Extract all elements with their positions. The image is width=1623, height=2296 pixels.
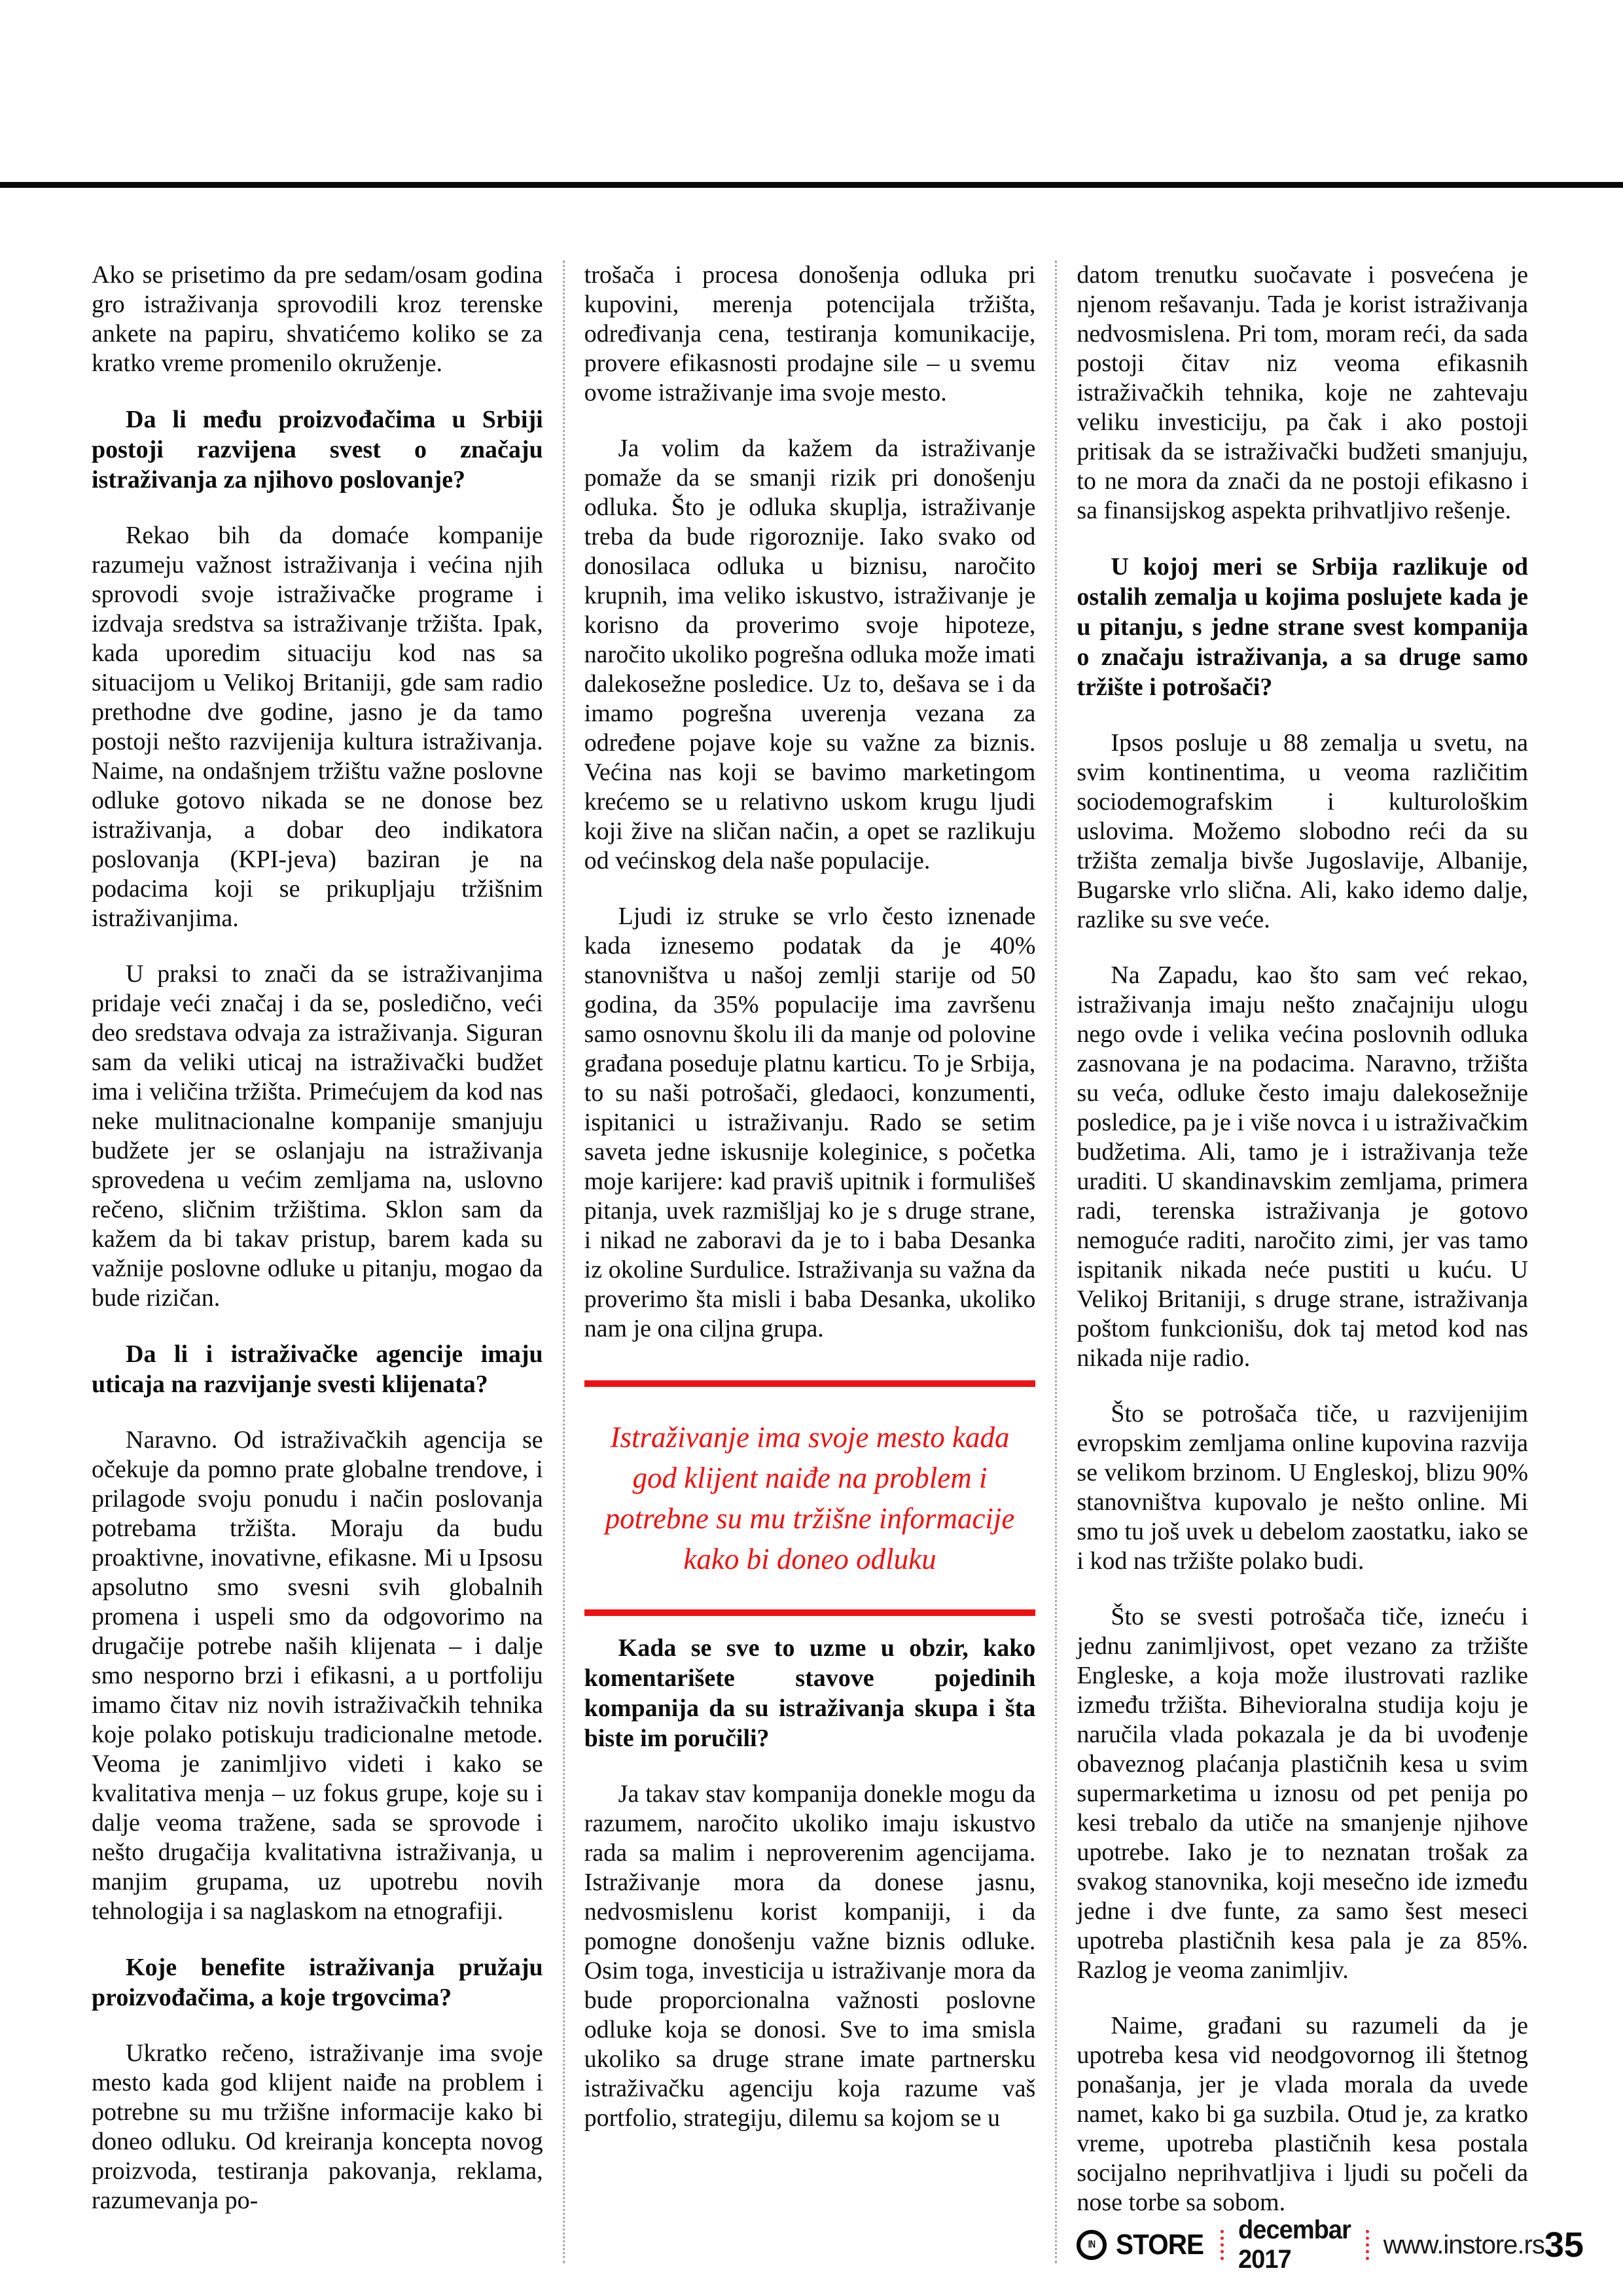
interview-question: U kojoj meri se Srbija razlikuje od ostalih zemalja u kojima poslujete kada je u pitanju, s jedne strane svest kompanija o značaju istraživanja, a sa druge samo tržište i potrošači? [1077,553,1529,701]
paragraph: Što se svesti potrošača tiče, izneću i jednu zanimljivost, opet vezano za tržište Engleske, a koja može ilustrovati razlike između tržišta. Bihevioralna studija koju je naručila vlada pokazala je da bi uvođenje obaveznog plaćanja plastičnih kesa u svim supermarketima u iznosu od pet penija po kesi trebalo da utiče na smanjenje njihove upotrebe. Iako je to neznatan trošak za svakog stanovnika, koji mesečno ide između jedne i dve funte, za samo šest meseci upotreba plastičnih kesa pala je za 85%. Razlog je veoma zanimljiv. [1077,1603,1529,1984]
paragraph: Ako se prisetimo da pre sedam/osam godina gro istraživanja sprovodili kroz terenske ankete na papiru, shvatićemo koliko se za kratko vreme promenilo okruženje. [92,261,543,377]
top-rule [0,182,1623,188]
footer-separator-icon [1221,2230,1224,2260]
pull-quote-rule-top [584,1380,1036,1387]
paragraph: Ipsos posluje u 88 zemalja u svetu, na svim kontinentima, u veoma različitim sociodemografskim i kulturološkim uslovima. Možemo slobodno reći da su tržišta zemalja bivše Jugoslavije, Albanije, Bugarske vrlo slična. Ali, kako idemo dalje, razlike su sve veće. [1077,729,1529,933]
interview-question: Da li i istraživačke agencije imaju uticaja na razvijanje svesti klijenata? [92,1340,543,1398]
column-2 [563,260,1036,2263]
paragraph: U praksi to znači da se istraživanjima pridaje veći značaj i da se, posledično, veći deo sredstava odvaja za istraživanja. Siguran sam da veliki uticaj na istraživački budžet ima i veličina tržišta. Primećujem da kod nas neke mulitnacionalne kompanije smanjuju budžete jer se oslanjaju na istraživanja sprovedena u većim zemljama na, uslovno rečeno, sličnim tržištima. Sklon sam da kažem da bi takav pristup, barem kada su važnije poslovne odluke u pitanju, mogao da bude rizičan. [92,960,543,1312]
paragraph: Rekao bih da domaće kompanije razumeju važnost istraživanja i većina njih sprovodi svoje istraživačke programe i izdvaja sredstva sa istraživanje tržišta. Ipak, kada uporedim situaciju kod nas sa situacijom u Velikoj Britaniji, gde sam radio prethodne dve godine, jasno je da tamo postoji nešto razvijenija kultura istraživanja. Naime, na ondašnjem tržištu važne poslovne odluke gotovo nikada se ne donose bez istraživanja, a dobar deo indikatora poslovanja (KPI-jeva) baziran je na podacima koji se prikupljaju tržišnim istraživanjima. [92,522,543,932]
issue-date: decembar 2017 [1238,2215,1351,2274]
paragraph: Naravno. Od istraživačkih agencija se očekuje da pomno prate globalne trendove, i prilagode svoju ponudu i način poslovanja potrebama tržišta. Moraju da budu proaktivne, inovativne, efikasne. Mi u Ipsosu apsolutno smo svesni svih globalnih promena i uspeli smo da odgovorimo na drugačije potrebe naših klijenata – i dalje smo nesporno brzi i efikasni, a u portfoliju imamo čitav niz novih istraživačkih tehnika koje polako potiskuju tradicionalne metode. Veoma je zanimljivo videti i kako se kvalitativa menja – uz fokus grupe, koje su i dalje veoma tražene, sada se sprovode i nešto drugačija kvalitativna istraživanja, u manjim grupama, uz upotrebu novih tehnologija i sa naglaskom na etnografiji. [92,1426,543,1925]
paragraph: Ja volim da kažem da istraživanje pomaže da se smanji rizik pri donošenju odluka. Što je odluka skuplja, istraživanje treba da bude rigoroznije. Iako svako od donosilaca odluka u biznisu, naročito krupnih, ima veliko iskustvo, istraživanje je korisno da proverimo svoje hipoteze, naročito ukoliko pogrešna odluka može imati dalekosežne posledice. Uz to, dešava se i da imamo pogrešna uverenja vezana za određene pojave koje su važne za biznis. Većina nas koji se bavimo marketingom krećemo se u relativno uskom krugu ljudi koji žive na sličan način, a opet se razlikuju od većinskog dela naše populacije. [584,435,1036,874]
magazine-name: STORE [1116,2229,1204,2261]
footer-separator-icon [1366,2230,1369,2260]
interview-question: Da li među proizvođačima u Srbiji postoji razvijena svest o značaju istraživanja za njihovo poslovanje? [92,406,543,493]
paragraph: datom trenutku suočavate i posvećena je njenom rešavanju. Tada je korist istraživanja nedvosmislena. Pri tom, moram reći, da sada postoji čitav niz veoma efikasnih istraživačkih tehnika, koje ne zahtevaju veliku investiciju, pa čak i ako postoji pritisak da se istraživački budžeti smanjuju, to ne mora da znači da ne postoji efikasno i sa finansijskog aspekta prihvatljivo rešenje. [1077,261,1529,524]
website-url: www.instore.rs [1383,2230,1544,2259]
interview-question: Kada se sve to uzme u obzir, kako komentarišete stavove pojedinih kompanija da su istraživanja skupa i šta biste im poručili? [584,1634,1036,1752]
paragraph: Ukratko rečeno, istraživanje ima svoje mesto kada god klijent naiđe na problem i potrebne su mu tržišne informacije kako bi doneo odluku. Od kreiranja koncepta novog proizvoda, testiranja pakovanja, reklama, razumevanja po- [92,2039,543,2214]
paragraph: trošača i procesa donošenja odluka pri kupovini, merenja potencijala tržišta, određivanja cena, testiranja komunikacije, provere efikasnosti prodajne sile – u svemu ovome istraživanje ima svoje mesto. [584,261,1036,406]
paragraph: Naime, građani su razumeli da je upotreba kesa vid neodgovornog ili štetnog ponašanja, jer je vlada morala da uvede namet, kako bi ga suzbila. Otud je, za kratko vreme, upotreba plastičnih kesa postala socijalno neprihvatljiva i ljudi su počeli da nose torbe sa sobom. [1077,2012,1529,2216]
pull-quote-text: Istraživanje ima svoje mesto kada god klijent naiđe na problem i potrebne su mu tržišne informacije kako bi doneo odluku [605,1421,1015,1575]
column-3 [1055,260,1528,2263]
paragraph: Na Zapadu, kao što sam već rekao, istraživanja imaju nešto značajniju ulogu nego ovde i velika većina poslovnih odluka zasnovana je na podacima. Naravno, tržišta su veća, odluke često imaju dalekosežnije posledice, pa je i više novca i u istraživačkim budžetima. Ali, tamo je i istraživanja teže uraditi. U skandinavskim zemljama, primera radi, terenska istraživanja je gotovo nemoguće raditi, naročito zimi, jer vas tamo ispitanik nikada neće pustiti u kuću. U Velikoj Britaniji, s druge strane, istraživanja poštom funkcionišu, dok taj metod kod nas nikada nije radio. [1077,961,1529,1372]
paragraph: Što se potrošača tiče, u razvijenijim evropskim zemljama online kupovina razvija se velikom brzinom. U Engleskoj, blizu 90% stanovništva kupovalo je nešto online. Mi smo tu još uvek u debelom zaostatku, iako se i kod nas tržište polako budi. [1077,1400,1529,1575]
instore-logo-icon [1077,2230,1107,2260]
page-footer [1077,2215,1584,2274]
instore-logo [1077,2229,1211,2261]
page-number: 35 [1544,2225,1584,2265]
pull-quote [584,1380,1036,1616]
instore-logo-monogram: IN [1088,2239,1096,2250]
paragraph: Ljudi iz struke se vrlo često iznenade kada iznesemo podatak da je 40% stanovništva u našoj zemlji starije od 50 godina, da 35% populacije ima završenu samo osnovnu školu ili da manje od polovine građana poseduje platnu karticu. To je Srbija, to su naši potrošači, gledaoci, konzumenti, ispitanici u istraživanju. Rado se setim saveta jedne iskusnije koleginice, s početka moje karijere: kad praviš upitnik i formulišeš pitanja, uvek razmišljaj ko je s druge strane, i nikad ne zaboravi da je to i baba Desanka iz okoline Surdulice. Istraživanja su važna da proverimo šta misli i baba Desanka, ukoliko nam je ona ciljna grupa. [584,903,1036,1342]
article-columns [92,260,1528,2263]
interview-question: Koje benefite istraživanja pružaju proizvođačima, a koje trgovcima? [92,1954,543,2011]
pull-quote-rule-bottom [584,1609,1036,1616]
paragraph: Ja takav stav kompanija donekle mogu da razumem, naročito ukoliko imaju iskustvo rada sa malim i neproverenim agencijama. Istraživanje mora da donese jasnu, nedvosmislenu korist kompaniji, i da pomogne donošenju važne biznis odluke. Osim toga, investicija u istraživanje mora da bude proporcionalna važnosti poslovne odluke koja se donosi. Sve to ima smisla ukoliko sa druge strane imate partnersku istraživačku agenciju koja razume vaš portfolio, strategiju, dilemu sa kojom se u [584,1780,1036,2132]
column-1 [92,260,543,2263]
